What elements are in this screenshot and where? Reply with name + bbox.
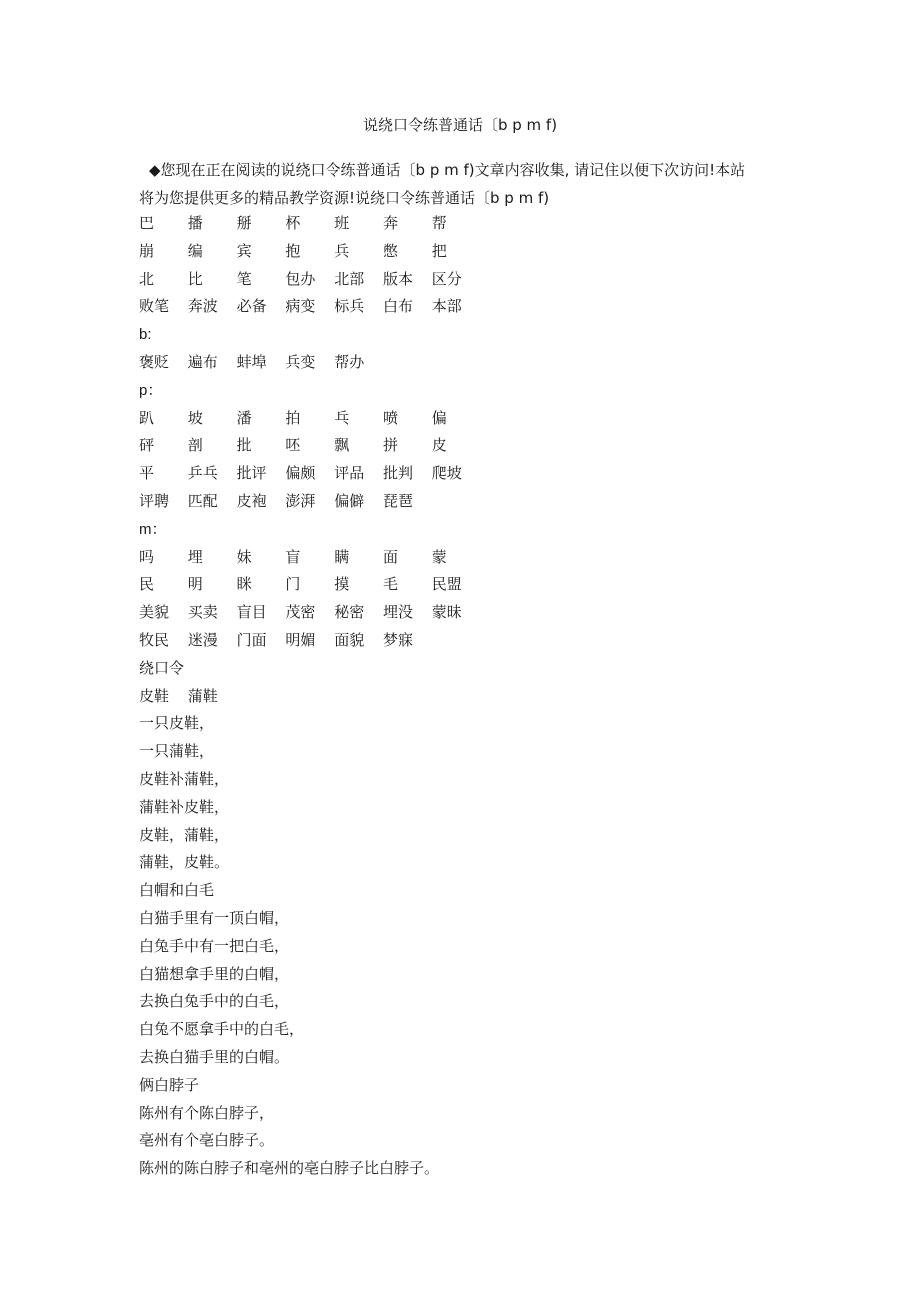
grid-cell: 茂密 <box>285 603 316 622</box>
grid-cell: 澎湃 <box>285 491 316 510</box>
intro-line-1: ◆您现在正在阅读的说绕口令练普通话〔b p m f)文章内容收集, 请记住以便下次访问!本站 <box>149 161 746 179</box>
grid-cell: 摸 <box>334 575 350 594</box>
section-label-m: m： <box>139 520 167 538</box>
poem-line: 皮鞋，蒲鞋， <box>139 825 230 844</box>
grid-row <box>139 432 839 460</box>
grid-cell: 埋没 <box>382 603 413 622</box>
section-label-p: p： <box>139 381 163 399</box>
poem-title-part: 皮鞋 <box>139 686 170 705</box>
poem-3-lines <box>139 1100 839 1183</box>
grid-row <box>139 238 839 266</box>
grid-row <box>139 293 839 321</box>
grid-cell: 匹配 <box>187 491 218 510</box>
grid-row <box>139 460 839 488</box>
grid-cell: 明媚 <box>285 630 316 649</box>
grid-cell: 面 <box>382 547 398 566</box>
grid-cell: 爬坡 <box>431 464 462 483</box>
grid-cell: 眯 <box>236 575 252 594</box>
poem-line: 皮鞋补蒲鞋， <box>139 769 230 788</box>
grid-cell: 乒乓 <box>187 464 218 483</box>
grid-cell: 班 <box>334 214 350 232</box>
poem-line: 亳州有个亳白脖子。 <box>139 1131 275 1150</box>
grid-cell: 门 <box>285 575 301 594</box>
grid-b <box>139 210 839 321</box>
poem-line: 一只蒲鞋， <box>139 742 215 761</box>
grid-cell: 评聘 <box>139 491 170 510</box>
grid-cell: 梦寐 <box>382 630 413 649</box>
grid-row <box>139 210 839 238</box>
grid-cell: 趴 <box>139 408 155 427</box>
grid-cell: 民盟 <box>431 575 462 594</box>
grid-cell: 巴 <box>139 214 155 232</box>
grid-cell: 民 <box>139 575 155 594</box>
intro-paragraph <box>139 156 799 212</box>
poem-3-title: 俩白脖子 <box>139 1075 200 1094</box>
document-title: 说绕口令练普通话〔b p m f) <box>362 116 558 134</box>
grid-row <box>139 349 839 377</box>
poem-line: 白猫手里有一顶白帽， <box>139 908 290 927</box>
grid-cell: 拼 <box>382 436 398 455</box>
grid-cell: 坡 <box>187 408 203 427</box>
grid-cell: 区分 <box>431 269 462 288</box>
grid-row <box>139 266 839 294</box>
grid-cell: 遍布 <box>187 352 218 371</box>
grid-cell: 白布 <box>382 297 413 316</box>
grid-cell: 毛 <box>382 575 398 594</box>
grid-cell: 喷 <box>382 408 398 427</box>
poem-1-lines <box>139 710 839 877</box>
grid-cell: 琵琶 <box>382 491 413 510</box>
grid-cell: 奔 <box>382 214 398 232</box>
grid-cell: 褒贬 <box>139 352 170 371</box>
grid-cell: 偏僻 <box>334 491 365 510</box>
grid-cell: 掰 <box>236 214 252 232</box>
grid-cell: 吗 <box>139 547 155 566</box>
poem-line: 白兔手中有一把白毛， <box>139 936 290 955</box>
poem-line: 陈州有个陈白脖子， <box>139 1103 275 1122</box>
poem-line: 陈州的陈白脖子和亳州的亳白脖子比白脖子。 <box>139 1159 440 1178</box>
grid-cell: 北部 <box>334 269 365 288</box>
grid-cell: 播 <box>187 214 203 232</box>
grid-cell: 牧民 <box>139 630 170 649</box>
grid-cell: 皮袍 <box>236 491 267 510</box>
grid-cell: 皮 <box>431 436 447 455</box>
grid-p <box>139 405 839 516</box>
grid-cell: 盲 <box>285 547 301 566</box>
grid-cell: 标兵 <box>334 297 365 316</box>
grid-cell: 评品 <box>334 464 365 483</box>
poem-line: 去换白猫手里的白帽。 <box>139 1047 290 1066</box>
poem-line: 蒲鞋，皮鞋。 <box>139 853 230 872</box>
grid-cell: 秘密 <box>334 603 365 622</box>
grid-cell: 兵 <box>334 241 350 260</box>
poem-2-lines <box>139 905 839 1072</box>
grid-cell: 迷漫 <box>187 630 218 649</box>
grid-cell: 蒙 <box>431 547 447 566</box>
grid-cell: 平 <box>139 464 155 483</box>
grid-cell: 蚌埠 <box>236 352 267 371</box>
poem-2-title: 白帽和白毛 <box>139 881 215 900</box>
grid-cell: 拍 <box>285 408 301 427</box>
grid-cell: 包办 <box>285 269 316 288</box>
document-body <box>139 210 839 1183</box>
grid-cell: 批评 <box>236 464 267 483</box>
poem-line: 白兔不愿拿手中的白毛， <box>139 1020 305 1039</box>
grid-cell: 帮 <box>431 214 447 232</box>
grid-m <box>139 544 839 655</box>
grid-cell: 杯 <box>285 214 301 232</box>
poem-1-title <box>139 683 839 711</box>
grid-cell: 批 <box>236 436 252 455</box>
grid-cell: 败笔 <box>139 297 170 316</box>
intro-line-2: 将为您提供更多的精品教学资源!说绕口令练普通话〔b p m f) <box>139 189 550 207</box>
grid-row <box>139 544 839 572</box>
grid-cell: 埋 <box>187 547 203 566</box>
grid-cell: 飘 <box>334 436 350 455</box>
grid-cell: 憋 <box>382 241 398 260</box>
grid-cell: 砰 <box>139 436 155 455</box>
grid-cell: 妹 <box>236 547 252 566</box>
grid-cell: 奔波 <box>187 297 218 316</box>
grid-cell: 帮办 <box>334 352 365 371</box>
grid-cell: 把 <box>431 241 447 260</box>
grid-cell: 偏 <box>431 408 447 427</box>
poem-line: 蒲鞋补皮鞋， <box>139 797 230 816</box>
grid-cell: 兵变 <box>285 352 316 371</box>
grid-cell: 瞒 <box>334 547 350 566</box>
grid-cell: 宾 <box>236 241 252 260</box>
grid-cell: 买卖 <box>187 603 218 622</box>
grid-cell: 抱 <box>285 241 301 260</box>
grid-cell: 剖 <box>187 436 203 455</box>
section-label-b: b: <box>139 326 152 344</box>
grid-cell: 本部 <box>431 297 462 316</box>
poem-title-part: 蒲鞋 <box>187 686 218 705</box>
grid-cell: 面貌 <box>334 630 365 649</box>
grid-cell: 批判 <box>382 464 413 483</box>
grid-cell: 明 <box>187 575 203 594</box>
grid-b2 <box>139 349 839 377</box>
grid-cell: 北 <box>139 269 155 288</box>
tongue-twister-heading: 绕口令 <box>139 658 185 677</box>
grid-cell: 比 <box>187 269 203 288</box>
grid-cell: 崩 <box>139 241 155 260</box>
grid-cell: 盲目 <box>236 603 267 622</box>
grid-row <box>139 405 839 433</box>
grid-cell: 美貌 <box>139 603 170 622</box>
grid-row <box>139 627 839 655</box>
grid-row <box>139 571 839 599</box>
grid-row <box>139 599 839 627</box>
poem-line: 一只皮鞋， <box>139 714 215 733</box>
grid-cell: 版本 <box>382 269 413 288</box>
grid-cell: 呸 <box>285 436 301 455</box>
poem-line: 白猫想拿手里的白帽， <box>139 964 290 983</box>
grid-cell: 必备 <box>236 297 267 316</box>
grid-cell: 笔 <box>236 269 252 288</box>
grid-cell: 蒙昧 <box>431 603 462 622</box>
grid-cell: 乓 <box>334 408 350 427</box>
grid-cell: 病变 <box>285 297 316 316</box>
grid-cell: 偏颇 <box>285 464 316 483</box>
grid-cell: 门面 <box>236 630 267 649</box>
poem-line: 去换白兔手中的白毛， <box>139 992 290 1011</box>
grid-cell: 编 <box>187 241 203 260</box>
grid-cell: 潘 <box>236 408 252 427</box>
grid-row <box>139 488 839 516</box>
